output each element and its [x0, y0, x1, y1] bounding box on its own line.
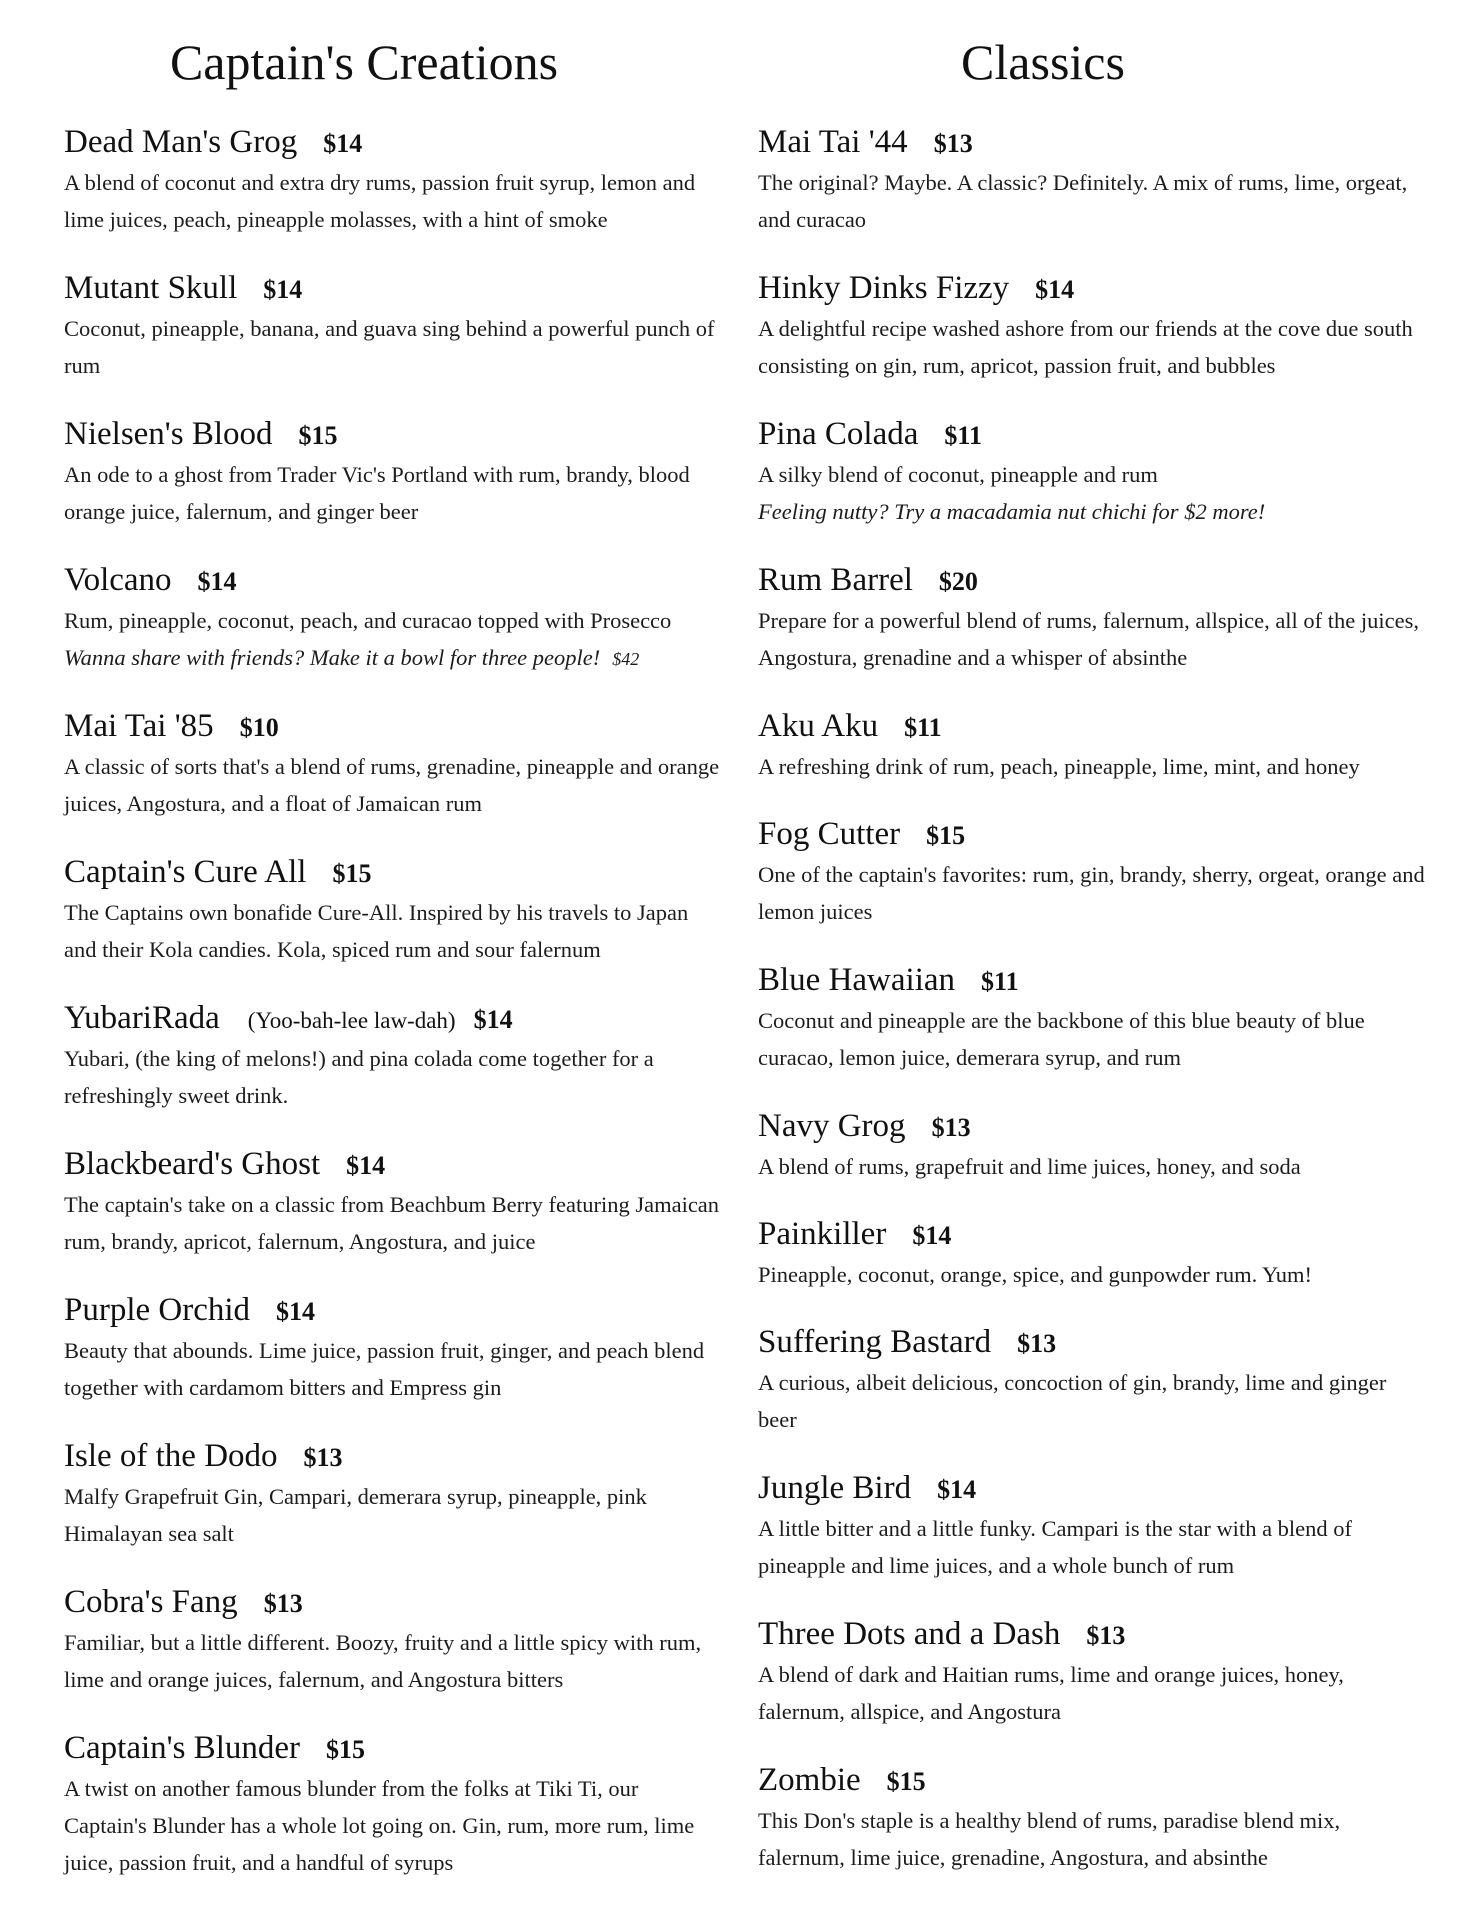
- item-name: Mai Tai '44: [758, 124, 908, 160]
- item-name: Nielsen's Blood: [64, 416, 273, 452]
- item-price: $14: [473, 1005, 513, 1034]
- item-price: $13: [931, 1113, 971, 1142]
- item-price: $15: [326, 1735, 365, 1764]
- item-name: Zombie: [758, 1762, 861, 1798]
- menu-item-captains-blunder: [64, 1726, 724, 1881]
- item-name: YubariRada: [64, 1000, 220, 1036]
- item-price: $13: [933, 129, 973, 158]
- item-name: Aku Aku: [758, 708, 879, 744]
- menu-item-nielsens-blood: [64, 412, 724, 530]
- classics-heading: Classics: [961, 34, 1125, 90]
- item-price: $13: [303, 1443, 343, 1472]
- menu-item-volcano: [64, 558, 724, 678]
- menu-item-navy-grog: [758, 1104, 1428, 1185]
- item-price: $13: [263, 1589, 303, 1618]
- item-price: $15: [332, 859, 372, 888]
- item-description: Rum, pineapple, coconut, peach, and curacao topped with Prosecco: [64, 608, 672, 633]
- item-price: $13: [1017, 1329, 1057, 1358]
- item-description: The captain's take on a classic from Beachbum Berry featuring Jamaican rum, brandy, apricot, falernum, Angostura, and juice: [64, 1192, 720, 1254]
- item-description: A blend of coconut and extra dry rums, passion fruit syrup, lemon and lime juices, peach, pineapple molasses, with a hint of smoke: [64, 170, 696, 232]
- item-name: Navy Grog: [758, 1108, 906, 1144]
- item-note-price: $42: [612, 649, 640, 669]
- menu-item-pina-colada: [758, 412, 1428, 530]
- item-description: A little bitter and a little funky. Campari is the star with a blend of pineapple and lime juices, and a whole bunch of rum: [758, 1516, 1353, 1578]
- item-description: The original? Maybe. A classic? Definitely. A mix of rums, lime, orgeat, and curacao: [758, 170, 1408, 232]
- item-price: $20: [938, 567, 978, 596]
- menu-item-hinky-dinks-fizzy: [758, 266, 1428, 384]
- item-price: $15: [298, 421, 338, 450]
- item-price: $14: [276, 1297, 316, 1326]
- item-description: A blend of dark and Haitian rums, lime and orange juices, honey, falernum, allspice, and Angostura: [758, 1662, 1344, 1724]
- menu-item-yubarirada: [64, 996, 724, 1114]
- item-description: A delightful recipe washed ashore from our friends at the cove due south consisting on gin, rum, apricot, passion fruit, and bubbles: [758, 316, 1413, 378]
- item-name: Pina Colada: [758, 416, 919, 452]
- item-description: One of the captain's favorites: rum, gin, brandy, sherry, orgeat, orange and lemon juices: [758, 862, 1425, 924]
- item-description: Prepare for a powerful blend of rums, falernum, allspice, all of the juices, Angostura, grenadine and a whisper of absinthe: [758, 608, 1420, 670]
- item-description: Familiar, but a little different. Boozy, fruity and a little spicy with rum, lime and orange juices, falernum, and Angostura bitters: [64, 1630, 702, 1692]
- item-description: Yubari, (the king of melons!) and pina colada come together for a refreshingly sweet drink.: [64, 1046, 654, 1108]
- item-name: Jungle Bird: [758, 1470, 912, 1506]
- item-name: Volcano: [64, 562, 172, 598]
- menu-item-zombie: [758, 1758, 1428, 1876]
- menu-item-jungle-bird: [758, 1466, 1428, 1584]
- item-name: Mutant Skull: [64, 270, 238, 306]
- menu-item-captains-cure-all: [64, 850, 724, 968]
- item-description: An ode to a ghost from Trader Vic's Portland with rum, brandy, blood orange juice, falernum, and ginger beer: [64, 462, 690, 524]
- item-name: Rum Barrel: [758, 562, 913, 598]
- menu-item-blue-hawaiian: [758, 958, 1428, 1076]
- menu-item-mai-tai-85: [64, 704, 724, 822]
- item-note: [64, 639, 724, 678]
- menu-item-purple-orchid: [64, 1288, 724, 1406]
- item-description: A blend of rums, grapefruit and lime juices, honey, and soda: [758, 1154, 1301, 1179]
- captains-creations-heading: Captain's Creations: [169, 34, 559, 90]
- item-name: Blue Hawaiian: [758, 962, 956, 998]
- menu-item-dead-mans-grog: [64, 120, 724, 238]
- menu-item-suffering-bastard: [758, 1320, 1428, 1438]
- item-pronunciation: (Yoo-bah-lee law-dah): [247, 1008, 456, 1033]
- item-name: Isle of the Dodo: [64, 1438, 278, 1474]
- item-name: Fog Cutter: [758, 816, 901, 852]
- item-name: Three Dots and a Dash: [758, 1616, 1061, 1652]
- item-price: $14: [323, 129, 363, 158]
- menu-item-cobras-fang: [64, 1580, 724, 1698]
- item-price: $15: [886, 1767, 926, 1796]
- menu-item-mutant-skull: [64, 266, 724, 384]
- menu-item-fog-cutter: [758, 812, 1428, 930]
- item-price: $14: [937, 1475, 977, 1504]
- item-price: $11: [944, 421, 982, 450]
- item-description: Coconut and pineapple are the backbone of this blue beauty of blue curacao, lemon juice, demerara syrup, and rum: [758, 1008, 1365, 1070]
- menu-item-three-dots-and-a-dash: [758, 1612, 1428, 1730]
- item-description: This Don's staple is a healthy blend of rums, paradise blend mix, falernum, lime juice, grenadine, Angostura, and absinthe: [758, 1808, 1341, 1870]
- item-price: $14: [346, 1151, 386, 1180]
- item-name: Hinky Dinks Fizzy: [758, 270, 1010, 306]
- menu-item-isle-of-the-dodo: [64, 1434, 724, 1552]
- item-name: Mai Tai '85: [64, 708, 214, 744]
- item-name: Captain's Cure All: [64, 854, 307, 890]
- menu-item-painkiller: [758, 1212, 1428, 1293]
- item-description: Malfy Grapefruit Gin, Campari, demerara syrup, pineapple, pink Himalayan sea salt: [64, 1484, 647, 1546]
- item-note: Feeling nutty? Try a macadamia nut chichi for $2 more!: [758, 499, 1266, 524]
- item-description: The Captains own bonafide Cure-All. Inspired by his travels to Japan and their Kola candies. Kola, spiced rum and sour falernum: [64, 900, 689, 962]
- item-description: Coconut, pineapple, banana, and guava sing behind a powerful punch of rum: [64, 316, 715, 378]
- item-name: Painkiller: [758, 1216, 887, 1252]
- item-description: A curious, albeit delicious, concoction of gin, brandy, lime and ginger beer: [758, 1370, 1387, 1432]
- item-name: Dead Man's Grog: [64, 124, 298, 160]
- item-description: Pineapple, coconut, orange, spice, and gunpowder rum. Yum!: [758, 1262, 1313, 1287]
- item-price: $14: [912, 1221, 952, 1250]
- item-name: Cobra's Fang: [64, 1584, 238, 1620]
- item-price: $11: [981, 967, 1019, 996]
- item-name: Suffering Bastard: [758, 1324, 992, 1360]
- menu-item-rum-barrel: [758, 558, 1428, 676]
- item-price: $14: [197, 567, 237, 596]
- item-price: $15: [926, 821, 966, 850]
- item-price: $10: [239, 713, 279, 742]
- item-price: $13: [1086, 1621, 1126, 1650]
- item-name: Captain's Blunder: [64, 1730, 300, 1766]
- item-note-text: Wanna share with friends? Make it a bowl for three people!: [64, 645, 601, 670]
- item-price: $11: [904, 713, 942, 742]
- menu-item-mai-tai-44: [758, 120, 1428, 238]
- menu-item-aku-aku: [758, 704, 1428, 785]
- item-description: A twist on another famous blunder from the folks at Tiki Ti, our Captain's Blunder has a whole lot going on. Gin, rum, more rum, lime juice, passion fruit, and a handful of syrups: [64, 1776, 695, 1875]
- item-price: $14: [263, 275, 303, 304]
- item-price: $14: [1035, 275, 1075, 304]
- item-description: A silky blend of coconut, pineapple and rum: [758, 462, 1158, 487]
- item-description: A refreshing drink of rum, peach, pineapple, lime, mint, and honey: [758, 754, 1360, 779]
- item-name: Blackbeard's Ghost: [64, 1146, 321, 1182]
- item-description: Beauty that abounds. Lime juice, passion fruit, ginger, and peach blend together with cardamom bitters and Empress gin: [64, 1338, 705, 1400]
- item-description: A classic of sorts that's a blend of rums, grenadine, pineapple and orange juices, Angostura, and a float of Jamaican rum: [64, 754, 720, 816]
- item-name: Purple Orchid: [64, 1292, 251, 1328]
- menu-item-blackbeards-ghost: [64, 1142, 724, 1260]
